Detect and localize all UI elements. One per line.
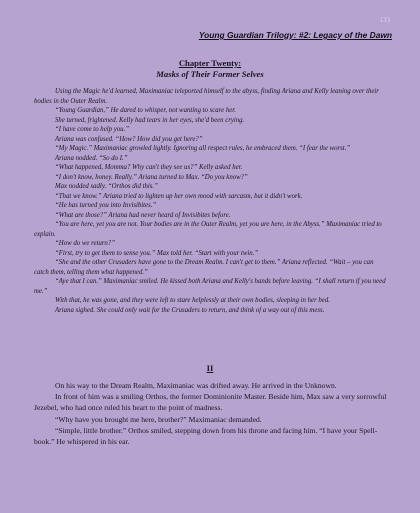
paragraph: “Why have you brought me here, brother?” Maximaniac demanded. — [55, 414, 262, 424]
paragraph: Ariana was confused. “How? How did you get here?” — [55, 135, 203, 143]
paragraph: “Simple, little brother.” Orthos smiled, stepping down from his throne and facing him. “I have your Spell-book.” He whispered in his ear. — [34, 425, 378, 447]
paragraph: “You are here, yet you are not. Your bodies are in the Outer Realm, yet you are here, in the Abyss.” Maximaniac tried to explain. — [34, 221, 382, 238]
paragraph: In front of him was a smiling Orthos, the former Dominionite Master. Beside him, Max saw a very sorrowful Jezebel, who had once ruled his heart to the point of madness. — [34, 392, 387, 413]
paragraph: On his way to the Dream Realm, Maximaniac was drifted away. He arrived in the Unknown. — [55, 381, 337, 390]
paragraph: “He has turned you into Invisibites.” — [55, 202, 157, 209]
paragraph: Ariana nodded. “So do I.” — [55, 154, 128, 162]
paragraph: “First, try to get them to sense you.” Max told her. “Start with your twin.” — [55, 249, 259, 257]
section-one-body — [34, 87, 388, 315]
chapter-subtitle: Masks of Their Former Selves — [156, 69, 264, 79]
running-header: Young Guardian Trilogy: #2: Legacy of the Dawn — [198, 30, 392, 40]
paragraph: Max nodded sadly. “Orthos did this.” — [55, 183, 158, 190]
chapter-title: Chapter Twenty: — [178, 58, 242, 68]
section-mark: II — [206, 363, 214, 373]
paragraph: “She and the other Crusaders have gone to the Dream Realm. I can't get to them.” Ariana reflected. “Wait – you can catch them, telling them what happened.” — [34, 259, 374, 276]
paragraph: “I have come to help you.” — [55, 126, 129, 133]
paragraph: “My Magic.” Maximaniac growled lightly. Ignoring all respect rules, he embraced them. “I fear the worst.” — [55, 145, 351, 152]
paragraph: “How do we return?” — [55, 240, 115, 247]
paragraph: Using the Magic he'd learned, Maximaniac teleported himself to the abyss, finding Ariana and Kelly leaning over their bodies in the Outer Realm. — [34, 88, 379, 105]
paragraph: “Aye that I can.” Maximaniac smiled. He kissed both Ariana and Kelly's hands before leaving. “I shall return if you need me.” — [34, 278, 386, 295]
paragraph: Ariana sighed. She could only wait for the Crusaders to return, and think of a way out of this mess. — [55, 306, 325, 314]
page-number: 133 — [379, 16, 390, 24]
paragraph: “I don't know, honey. Really.” Ariana turned to Max. “Do you know?” — [55, 173, 248, 181]
paragraph: “Young Guardian,” He dared to whisper, not wanting to scare her. — [55, 107, 236, 114]
paragraph: She turned, frightened. Kelly had tears in her eyes, she'd been crying. — [55, 116, 245, 124]
paragraph: With that, he was gone, and they were left to stare helplessly at their own bodies, sleeping in her bed. — [55, 297, 330, 304]
section-two-body — [34, 380, 388, 447]
paragraph: “That we know.” Ariana tried to lighten up her own mood with sarcasm, but it didn't work. — [55, 192, 303, 200]
paragraph: “What happened, Momma? Why can't they see us?” Kelly asked her. — [55, 164, 243, 171]
paragraph: “What are those?” Ariana had never heard of Invisibites before. — [55, 211, 231, 219]
